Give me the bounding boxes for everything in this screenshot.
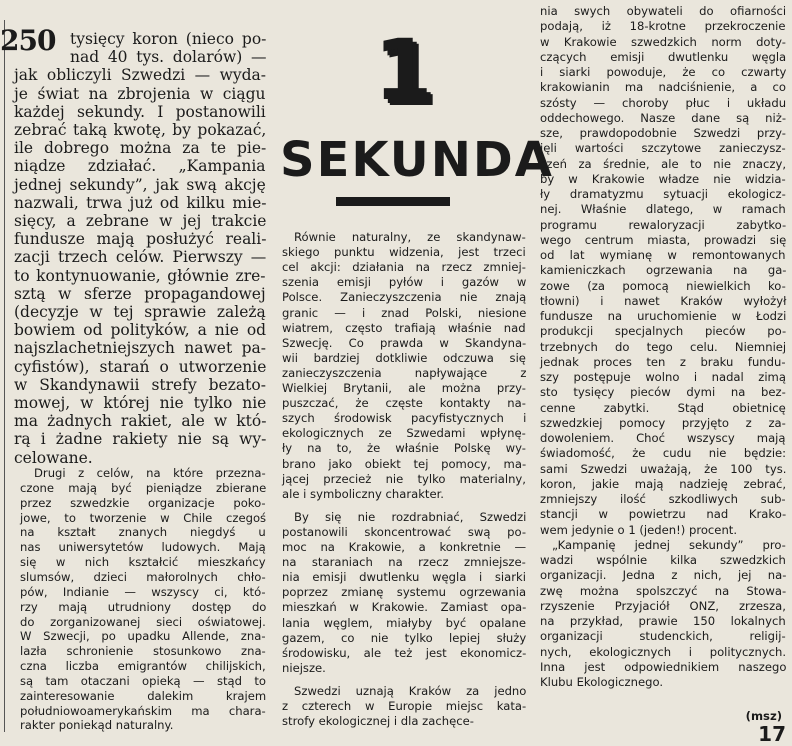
text-line: puszczać, że częste kontakty na- xyxy=(282,396,526,411)
text-line: stancji w powietrzu nad Krako- xyxy=(540,507,787,522)
text-line: od lat wymianę w remontowanych xyxy=(540,248,786,262)
text-line: w Krakowie szwedzkich norm doty- xyxy=(540,34,786,49)
text-line: slumsów, dzieci małorolnych chło- xyxy=(20,569,266,584)
text-line: nazwali, trwa już od kilku mie- xyxy=(14,193,267,212)
text-line: wem jedynie o 1 (jeden!) procent. xyxy=(540,522,738,537)
text-line: szwedzkiej pomocy przyjęto z za- xyxy=(540,415,786,430)
text-line: Szwedzi uznają Kraków za jedno xyxy=(294,683,527,698)
text-line: szósty — choroby płuc i układu xyxy=(540,95,787,110)
text-line: Klubu Ekologicznego. xyxy=(540,675,664,689)
text-line: podają, iż 18-krotne przekroczenie xyxy=(540,19,786,34)
text-line: cel akcji: działania na rzecz zmniej- xyxy=(282,260,526,275)
text-line: czone mają być pieniądze zbierane xyxy=(20,480,267,495)
text-line: w Skandynawii strefy bezato- xyxy=(14,375,266,394)
headline: SEKUNDA xyxy=(280,132,554,188)
text-line: najszlachetniejszych nawet pa- xyxy=(14,339,267,358)
text-line: niądze zdziałać. „Kampania xyxy=(14,157,266,176)
text-line: moc na Krakowie, a konkretnie — xyxy=(282,540,527,554)
text-line: zwę można spolszczyć na Stowa- xyxy=(540,583,787,598)
text-line: sto tysięcy pieców dymi na bez- xyxy=(540,385,786,400)
text-line: wego centrum miasta, prowadzi się xyxy=(540,232,787,247)
text-line: i siarki powoduje, że co czwarty xyxy=(540,65,787,79)
text-line: czeń za średnie, ale to nie znaczy, xyxy=(540,156,787,171)
text-line: (decyzje w tej sprawie zależą xyxy=(14,303,266,321)
text-line: południowoamerykańskim ma chara- xyxy=(20,703,266,718)
text-line: Wielkiej Brytanii, ale można przy- xyxy=(282,381,526,395)
text-line: jednej sekundy”, jak swą akcję xyxy=(14,175,266,194)
text-line: sze, prawdopodobnie Szwedzi przy- xyxy=(540,126,786,140)
text-line: Inna jest odpowiednikiem naszego xyxy=(540,659,787,674)
text-line: ile dobrego można za te pie- xyxy=(14,139,267,158)
text-line: jednak proces ten z braku fundu- xyxy=(540,354,786,369)
text-line: cenne zabytki. Stąd obietnicę xyxy=(540,400,786,415)
text-line: zowe (za pomocą niewielkich ko- xyxy=(540,278,786,293)
text-line: na kształt znanych niegdyś u xyxy=(20,525,266,540)
text-line: lania węglem, miałyby być opalane xyxy=(282,615,527,630)
text-line: tłowni) i nawet Kraków wyłożył xyxy=(540,293,787,308)
text-line: sięcy, a zebrane w jej trakcie xyxy=(14,212,267,230)
text-line: organizacji studenckich, religij- xyxy=(540,629,786,644)
text-line: by w Krakowie władze nie widzia- xyxy=(540,171,786,186)
text-line: zmniejszy ilość szkodliwych sub- xyxy=(540,492,786,506)
text-line: ły dramatyzmu sytuacji ekologicz- xyxy=(540,187,786,201)
text-line: z czterech w Europie miejsc kata- xyxy=(282,699,527,713)
text-line: każdej sekundy. I postanowili xyxy=(14,102,266,121)
text-line: czących emisji dwutlenku węgla xyxy=(540,49,787,64)
text-line: koron, jakie mają nadzieję zebrać, xyxy=(540,476,787,491)
text-line: skiego punktu widzenia, jest trzeci xyxy=(282,245,526,260)
text-line: wiatrem, często trafiają właśnie nad xyxy=(282,320,526,335)
text-line: je świat na zbrojenia w ciągu xyxy=(14,84,266,103)
text-line: czna liczba emigrantów chilijskich, xyxy=(20,659,266,674)
text-line: ma żadnych rakiet, ale w któ- xyxy=(14,412,267,431)
text-line: granic — i znad Polski, niesione xyxy=(282,305,527,320)
headline-number: 1 xyxy=(374,21,433,119)
text-line: jęli wartości szczytowe zanieczysz- xyxy=(540,141,786,156)
text-line: fundusze mają posłużyć reali- xyxy=(14,230,267,249)
text-line: jącej przecież nie tylko materialny, xyxy=(282,471,526,486)
text-line: trzebnych do tego celu. Niemniej xyxy=(540,339,787,354)
text-line: gazem, co nie tylko lepiej służy xyxy=(282,630,527,645)
text-line: się w nich kształcić mieszkańcy xyxy=(20,555,266,570)
text-line: pów, Indianie — wszyscy ci, któ- xyxy=(20,584,266,599)
text-line: to kontynuowanie, głównie zre- xyxy=(14,266,266,285)
text-line: postanowili skoncentrować swą po- xyxy=(282,524,527,539)
text-line: niejsze. xyxy=(282,660,326,675)
text-line: By się nie rozdrabniać, Szwedzi xyxy=(294,509,527,524)
author-signature: (msz) xyxy=(745,709,782,723)
text-line: produkcji specjalnych pieców po- xyxy=(540,324,787,339)
text-line: mowej, w której nie tylko nie xyxy=(14,394,267,412)
text-line: nas uniwersytetów ludowych. Mają xyxy=(20,540,266,555)
text-line: świadomość, że cudu nie będzie: xyxy=(540,446,787,461)
text-line: tysięcy koron (nieco po- xyxy=(70,30,267,48)
text-line: ale i symboliczny charakter. xyxy=(282,486,444,501)
text-line: wadzi wspólnie kilka szwedzkich xyxy=(540,553,786,567)
left-rule xyxy=(4,20,5,732)
text-line: rakter poniekąd naturalny. xyxy=(20,718,174,733)
text-line: rzy mają utrudniony dostęp do xyxy=(20,599,267,614)
text-line: sztą w sferze propagandowej xyxy=(14,284,266,303)
text-line: szy postępuje wolno i nadal zimą xyxy=(540,370,786,384)
text-line: zebrać taką kwotę, by pokazać, xyxy=(14,121,267,139)
text-line: nia swych obywateli do ofiarności xyxy=(540,4,787,18)
text-line: zacji trzech celów. Pierwszy — xyxy=(14,248,267,267)
text-line: nad 40 tys. dolarów) — xyxy=(70,48,267,67)
text-line: celowane. xyxy=(14,448,93,467)
text-line: są tam otaczani opieką — stąd to xyxy=(20,673,266,688)
text-line: nych, ekologicznych i politycznych. xyxy=(540,644,787,659)
text-line: wii bardziej dotkliwie odczuwa się xyxy=(282,350,526,365)
text-line: nej. Właśnie dlatego, w ramach xyxy=(540,202,786,217)
text-line: Szwecję. Co prawda w Skandyna- xyxy=(282,335,527,350)
text-line: Drugi z celów, na które przezna- xyxy=(34,466,266,480)
headline-bar xyxy=(336,197,450,206)
text-line: sami Szwedzi uważają, że 100 tys. xyxy=(540,461,787,476)
text-line: jak obliczyli Szwedzi — wyda- xyxy=(14,66,267,85)
text-line: do zorganizowanej sieci oświatowej. xyxy=(20,614,266,629)
text-line: jowe, to tworzenie w Chile czegoś xyxy=(20,510,267,525)
text-line: ekologicznych ze Szwedami wpłynę- xyxy=(282,426,526,441)
text-line: cyfistów), starań o utworzenie xyxy=(14,357,267,376)
text-line: kamieniczkach ogrzewania na ga- xyxy=(540,263,787,278)
text-line: nia emisji dwutlenku węgla i siarki xyxy=(282,570,526,585)
text-line: poprzez zmianę systemu ogrzewania xyxy=(282,585,527,600)
text-line: na staraniach na rzecz zmniejsze- xyxy=(282,555,526,570)
text-line: lazła schronienie stosunkowo zna- xyxy=(20,644,266,659)
text-line: dowoleniem. Choć wszyscy mają xyxy=(540,431,786,445)
text-line: bowiem od polityków, a nie od xyxy=(14,321,267,340)
text-line: Polsce. Zanieczyszczenia nie znają xyxy=(282,290,527,305)
text-line: zanieczyszczenia napływające z xyxy=(282,365,527,380)
text-line: ły na to, że właśnie Polskę wy- xyxy=(282,441,526,456)
page-number: 17 xyxy=(758,722,786,746)
text-line: przez szwedzkie organizacje poko- xyxy=(20,495,266,510)
text-line: krakowianin ma nadciśnienie, a co xyxy=(540,80,786,95)
text-line: Równie naturalny, ze skandynaw- xyxy=(294,230,526,244)
text-line: W Szwecji, po upadku Allende, zna- xyxy=(20,629,266,644)
text-line: strofy ekologicznej i dla zachęce- xyxy=(282,714,474,729)
lead-number: 250 xyxy=(0,24,56,57)
text-line: rą i żadne rakiety nie są wy- xyxy=(14,430,267,449)
text-line: programu rewaloryzacji zabytko- xyxy=(540,217,787,232)
text-line: zainteresowanie dalekim krajem xyxy=(20,688,267,703)
text-line: oddechowego. Nasze dane są niż- xyxy=(540,110,787,125)
text-line: szych środowisk pacyfistycznych i xyxy=(282,411,527,426)
text-line: rzyszenie Przyjaciół ONZ, zrzesza, xyxy=(540,598,786,613)
text-line: „Kampanię jednej sekundy” pro- xyxy=(552,537,786,552)
text-line: na przykład, prawie 150 lokalnych xyxy=(540,614,786,628)
text-line: brano jako obiekt tej pomocy, ma- xyxy=(282,456,527,471)
text-line: szenia emisji pyłów i gazów w xyxy=(282,275,527,290)
text-line: fundusze na uruchomienie w Łodzi xyxy=(540,309,787,323)
text-line: mieszkań w Krakowie. Zamiast opa- xyxy=(282,600,527,615)
text-line: środowisku, ale też jest ekonomicz- xyxy=(282,645,527,660)
text-line: organizacji. Jedna z nich, jej na- xyxy=(540,568,787,583)
